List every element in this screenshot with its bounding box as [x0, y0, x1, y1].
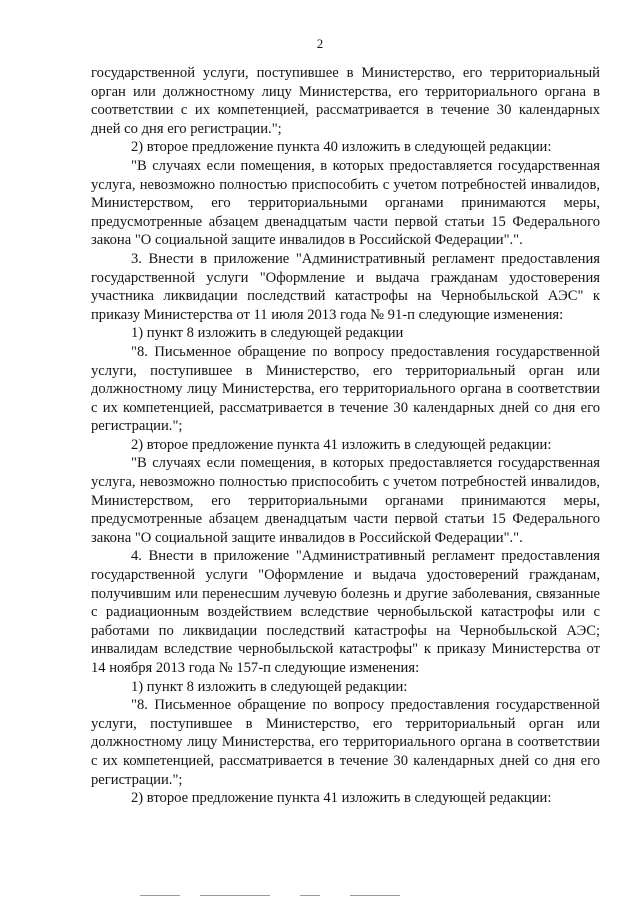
page-number: 2	[316, 36, 324, 51]
paragraph: 2) второе предложение пункта 41 изложить в следующей редакции:	[131, 436, 552, 453]
paragraph: "8. Письменное обращение по вопросу предоставления государственной услуги, поступившее в Министерство, его территориальный орган или должностному лицу Министерства, его территориального органа в соответствии с их компетенцией, рассматривается в течение 30 календарных дней со дня его регистрации.";	[91, 343, 600, 435]
scan-artifact-line	[0, 895, 640, 899]
paragraph: 1) пункт 8 изложить в следующей редакции	[131, 325, 404, 342]
paragraph: 2) второе предложение пункта 40 изложить в следующей редакции:	[131, 139, 552, 156]
paragraph: государственной услуги, поступившее в Министерство, его территориальный орган или должностному лицу Министерства, его территориального органа в соответствии с их компетенцией, рассматривается в течение 30 календарных дней со дня его регистрации.";	[91, 65, 600, 137]
paragraph: "8. Письменное обращение по вопросу предоставления государственной услуги, поступившее в Министерство, его территориальный орган или должностному лицу Министерства, его территориального органа в соответствии с их компетенцией, рассматривается в течение 30 календарных дней со дня его регистрации.";	[91, 697, 600, 788]
document-body	[91, 64, 600, 808]
paragraph: 2) второе предложение пункта 41 изложить в следующей редакции:	[131, 790, 552, 807]
paragraph: "В случаях если помещения, в которых предоставляется государственная услуга, невозможно полностью приспособить с учетом потребностей инвалидов, Министерством, его территориальными органами принимаются меры, предусмотренные абзацем двенадцатым части первой статьи 15 Федерального закона "О социальной защите инвалидов в Российской Федерации".".	[91, 157, 600, 249]
paragraph: "В случаях если помещения, в которых предоставляется государственная услуга, невозможно полностью приспособить с учетом потребностей инвалидов, Министерством, его территориальными органами принимаются меры, предусмотренные абзацем двенадцатым части первой статьи 15 Федерального закона "О социальной защите инвалидов в Российской Федерации".".	[91, 455, 600, 546]
paragraph: 3. Внести в приложение "Административный регламент предоставления государственной услуги "Оформление и выдача гражданам удостоверения участника ликвидации последствий катастрофы на Чернобыльской АЭС" к приказу Министерства от 11 июля 2013 года № 91-п следующие изменения:	[91, 250, 600, 323]
paragraph: 1) пункт 8 изложить в следующей редакции:	[131, 678, 408, 695]
paragraph: 4. Внести в приложение "Административный регламент предоставления государственной услуги "Оформление и выдача удостоверений гражданам, получившим или перенесшим лучевую болезнь и другие заболевания, связанные с радиационным воздействием вследствие чернобыльской катастрофы или с работами по ликвидации последствий катастрофы на Чернобыльской АЭС; инвалидам вследствие чернобыльской катастрофы" к приказу Министерства от 14 ноября 2013 года № 157-п следующие изменения:	[91, 548, 600, 676]
